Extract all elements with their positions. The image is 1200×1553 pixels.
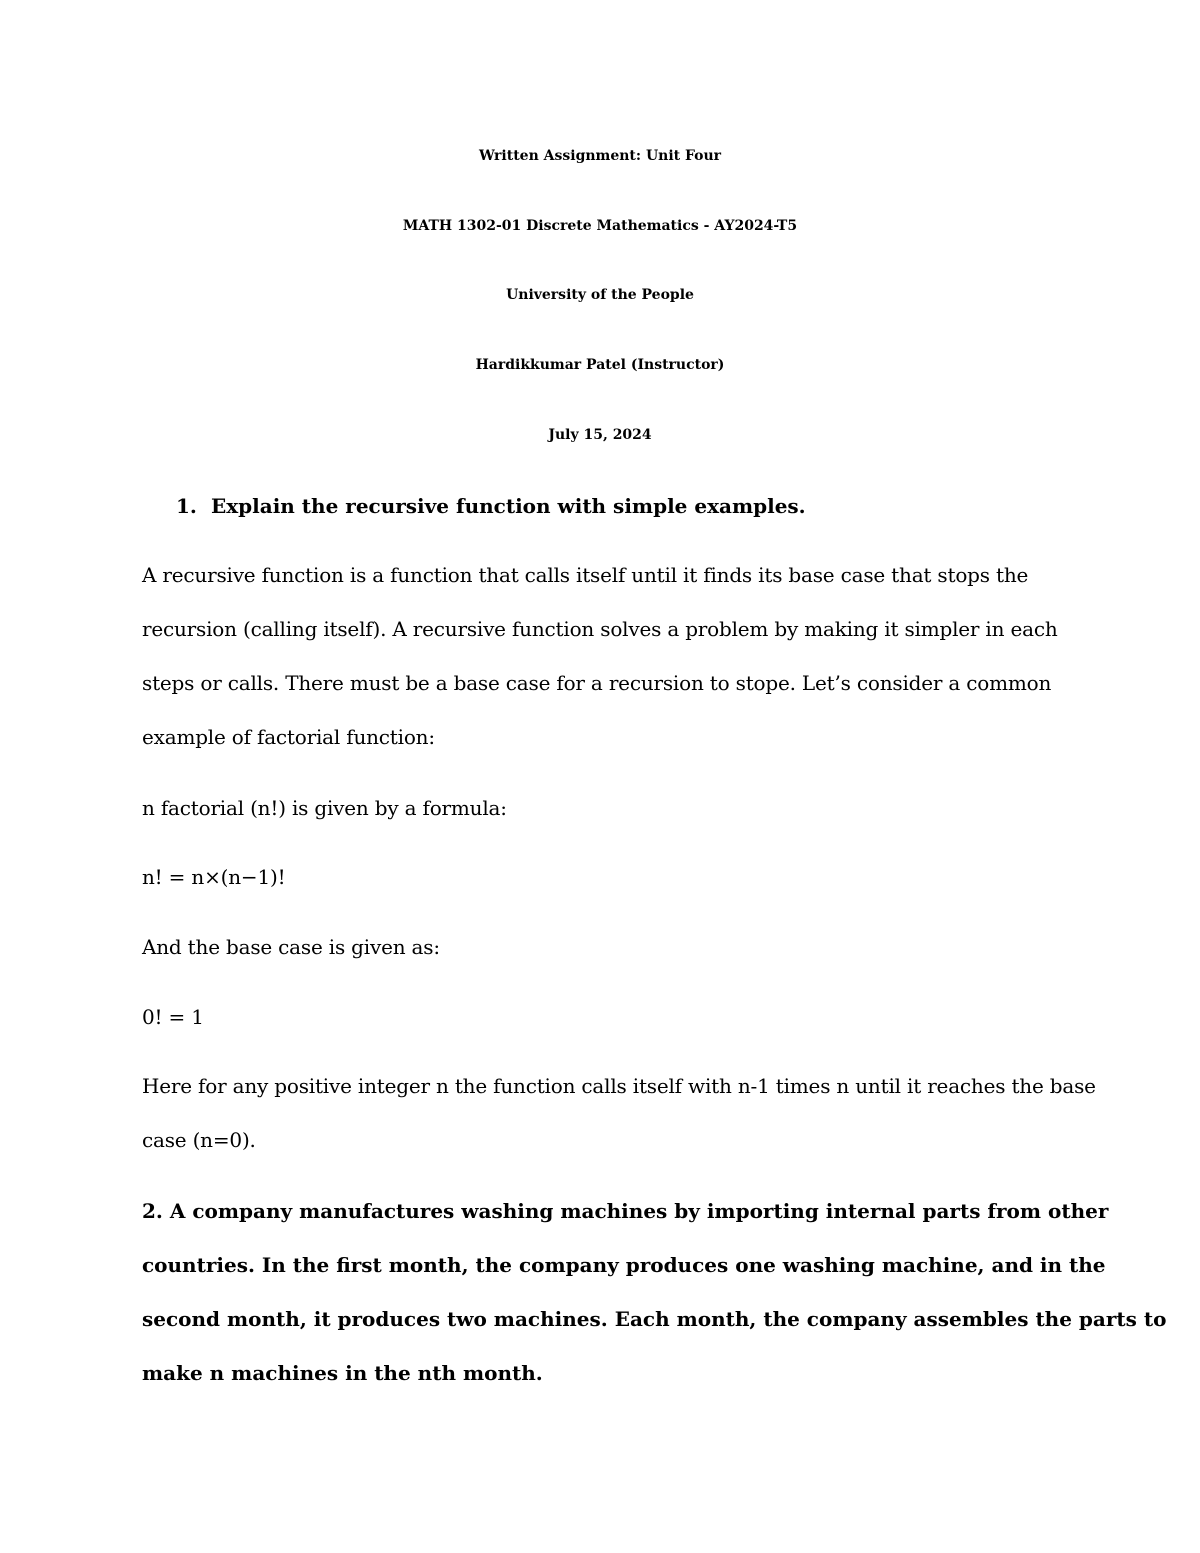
question-1-number: 1. bbox=[176, 494, 197, 518]
base-case-formula: 0! = 1 bbox=[142, 1005, 204, 1029]
question-1-text: Explain the recursive function with simple examples. bbox=[211, 494, 806, 518]
assignment-title: Written Assignment: Unit Four bbox=[478, 148, 722, 164]
assignment-date: July 15, 2024 bbox=[548, 427, 652, 443]
answer-1-line: A recursive function is a function that calls itself until it finds its base case that stops the bbox=[142, 563, 1029, 587]
instructor-name: Hardikkumar Patel (Instructor) bbox=[475, 357, 725, 373]
question-2-line: 2. A company manufactures washing machines by importing internal parts from other bbox=[142, 1199, 1109, 1223]
answer-1-closing-line: Here for any positive integer n the function calls itself with n-1 times n until it reaches the base bbox=[142, 1074, 1096, 1098]
base-case-intro: And the base case is given as: bbox=[142, 935, 440, 959]
question-2-line: countries. In the first month, the company produces one washing machine, and in the bbox=[142, 1253, 1106, 1277]
factorial-formula: n! = n×(n−1)! bbox=[142, 865, 286, 889]
answer-1-line: steps or calls. There must be a base case for a recursion to stope. Let’s consider a common bbox=[142, 671, 1052, 695]
question-2-line: second month, it produces two machines. Each month, the company assembles the parts to bbox=[142, 1307, 1167, 1331]
formula-intro: n factorial (n!) is given by a formula: bbox=[142, 796, 507, 820]
university-name: University of the People bbox=[506, 287, 694, 303]
course-name: MATH 1302-01 Discrete Mathematics - AY2024-T5 bbox=[402, 218, 798, 234]
answer-1-line: example of factorial function: bbox=[142, 725, 435, 749]
answer-1-closing-line: case (n=0). bbox=[142, 1128, 256, 1152]
question-2-line: make n machines in the nth month. bbox=[142, 1361, 543, 1385]
answer-1-line: recursion (calling itself). A recursive function solves a problem by making it simpler in each bbox=[142, 617, 1058, 641]
question-1-heading bbox=[176, 494, 806, 518]
